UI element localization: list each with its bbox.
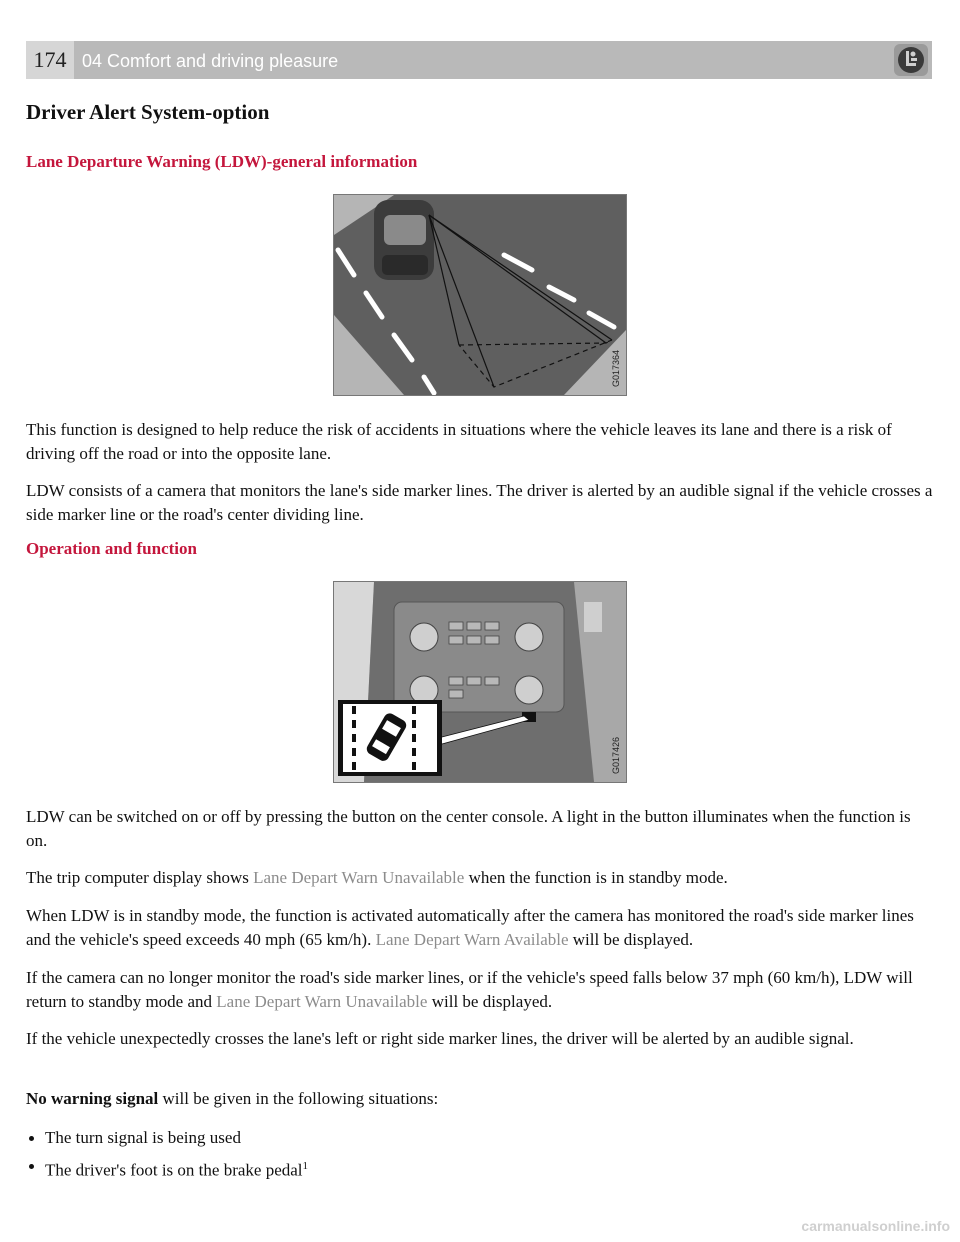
seat-icon: [894, 44, 928, 76]
ldw-general-heading: Lane Departure Warning (LDW)-general information: [26, 152, 418, 171]
paragraph: If the camera can no longer monitor the road's side marker lines, or if the vehicle's speed falls below 37 mph (60 km/h), LDW will return to standby mode and Lane Depart Warn Unavailable will be displayed.: [26, 968, 913, 1011]
list-item: The driver's foot is on the brake pedal$^1$: [26, 1152, 308, 1185]
emphasis: No warning signal: [26, 1089, 159, 1108]
bullet-list: [26, 1124, 308, 1185]
watermark: carmanualsonline.info: [801, 1218, 950, 1234]
display-message: Lane Depart Warn Available: [375, 930, 569, 949]
page-title: Driver Alert System-option: [26, 100, 270, 124]
paragraph: If the vehicle unexpectedly crosses the lane's left or right side marker lines, the driver will be alerted by an audible signal.: [26, 1029, 854, 1048]
ldw-camera-illustration: [334, 195, 626, 395]
paragraph: When LDW is in standby mode, the function is activated automatically after the camera has monitored the road's side marker lines and the vehicle's speed exceeds 40 mph (65 km/h). Lane Depart Warn Available will be displayed.: [26, 906, 914, 949]
figure-code: G017426: [611, 736, 621, 774]
paragraph: The trip computer display shows Lane Depart Warn Unavailable when the function is in standby mode.: [26, 868, 728, 887]
page-header: [26, 41, 932, 79]
display-message: Lane Depart Warn Unavailable: [216, 992, 428, 1011]
ldw-camera-figure: [333, 194, 627, 396]
page-number: 174: [26, 41, 74, 79]
footnote-ref: 1: [302, 1160, 309, 1172]
section-title: 04 Comfort and driving pleasure: [82, 51, 339, 71]
operation-heading: Operation and function: [26, 539, 197, 558]
list-item: The turn signal is being used: [26, 1124, 308, 1152]
center-console-figure: [333, 581, 627, 783]
paragraph: No warning signal will be given in the following situations:: [26, 1089, 439, 1108]
center-console-illustration: [334, 582, 626, 782]
paragraph: LDW consists of a camera that monitors the lane's side marker lines. The driver is alerted by an audible signal if the vehicle crosses a side marker line or the road's center dividing line.: [26, 481, 933, 524]
figure-code: G017364: [611, 349, 621, 387]
paragraph: LDW can be switched on or off by pressing the button on the center console. A light in the button illuminates when the function is on.: [26, 807, 911, 850]
display-message: Lane Depart Warn Unavailable: [253, 868, 465, 887]
paragraph: This function is designed to help reduce the risk of accidents in situations where the vehicle leaves its lane and there is a risk of driving off the road or into the opposite lane.: [26, 420, 892, 463]
